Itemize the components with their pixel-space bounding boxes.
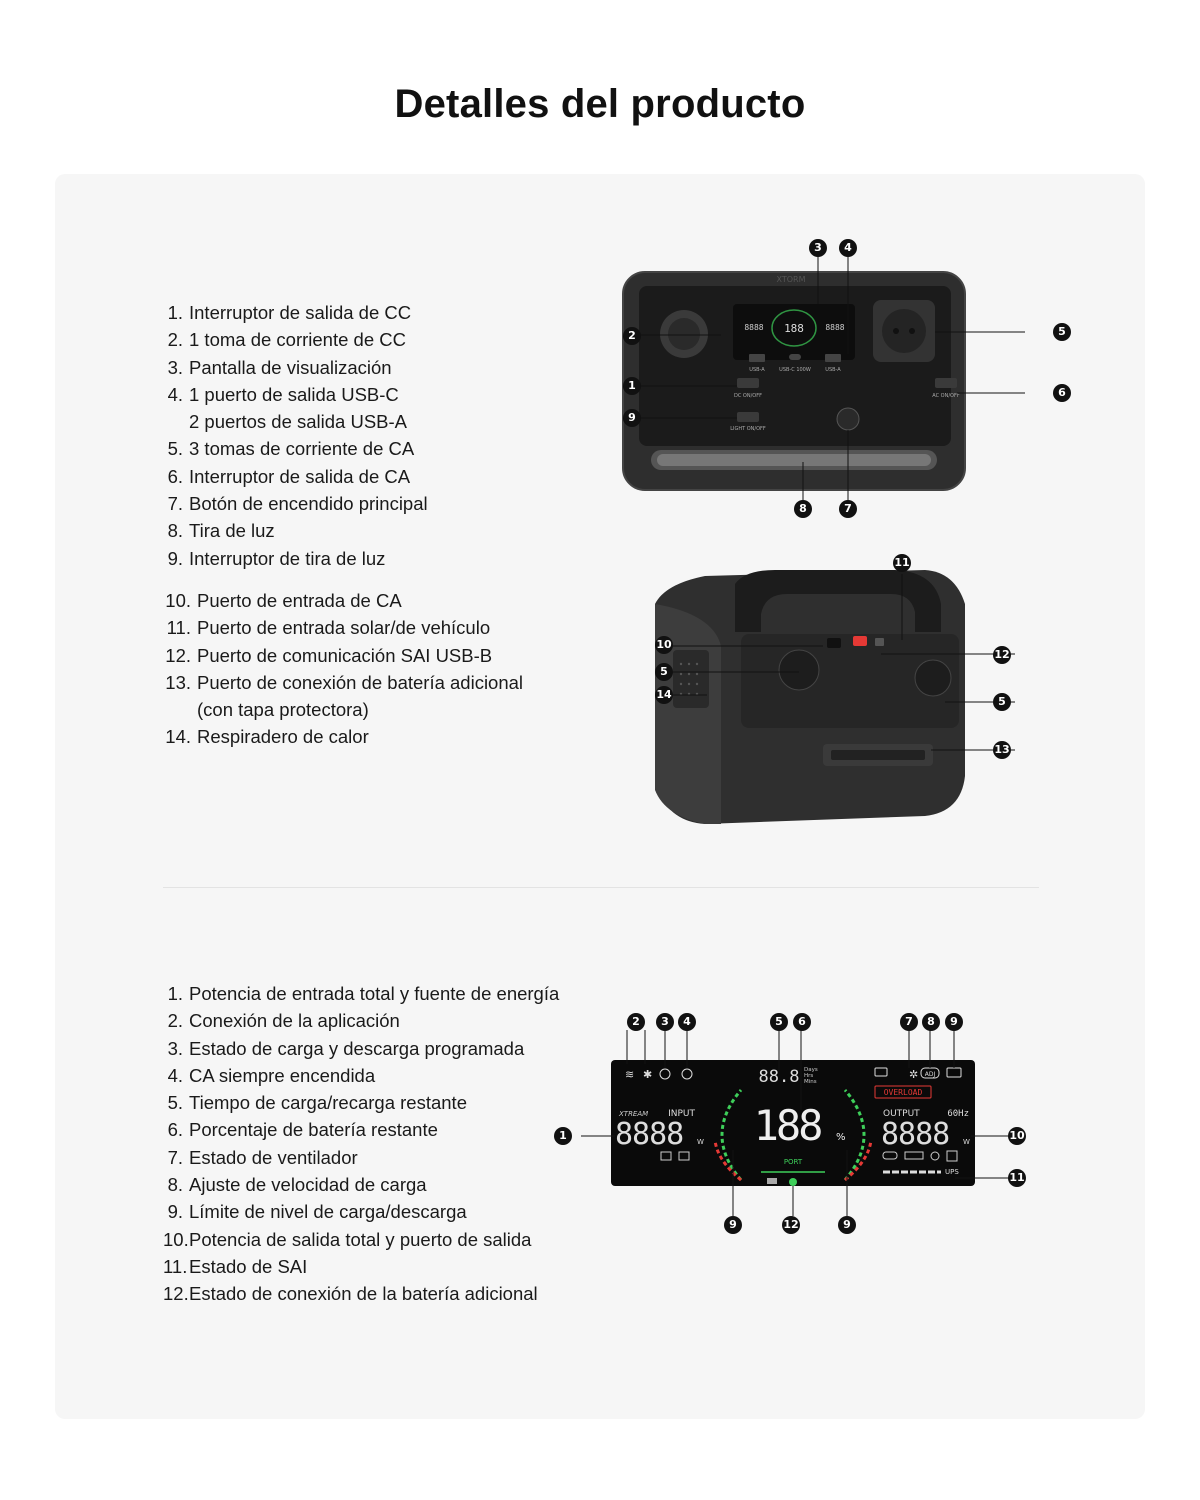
list-item-number: 12. bbox=[163, 1283, 189, 1305]
lcd-time-unit-mins: Mins bbox=[804, 1079, 817, 1085]
list-item-number: 6. bbox=[167, 465, 183, 487]
list-item-text: Puerto de entrada de CA bbox=[197, 590, 402, 611]
light-switch-label: LIGHT ON/OFF bbox=[730, 426, 766, 432]
list-item bbox=[163, 490, 428, 517]
lcd-ups-label: UPS bbox=[945, 1168, 959, 1176]
lcd-percent-value: 188 bbox=[753, 1101, 821, 1150]
lcd-time-unit-days: Days bbox=[804, 1067, 818, 1073]
list-item-number: 10. bbox=[165, 590, 191, 611]
list-item-number: 12. bbox=[165, 644, 191, 666]
display-feature-list bbox=[163, 980, 559, 1308]
list-item-text: Porcentaje de batería restante bbox=[189, 1119, 438, 1141]
lcd-input-label: INPUT bbox=[668, 1109, 695, 1119]
list-item-number: 5. bbox=[167, 438, 183, 460]
list-item-text: Ajuste de velocidad de carga bbox=[189, 1174, 427, 1196]
list-item-text: Estado de conexión de la batería adicional bbox=[189, 1283, 538, 1305]
lcd-overload: OVERLOAD bbox=[883, 1088, 923, 1097]
list-item-number: 11. bbox=[163, 1255, 188, 1277]
list-item-text: Límite de nivel de carga/descarga bbox=[189, 1201, 467, 1223]
list-item-number: 1. bbox=[167, 983, 183, 1004]
front-brand-label: XTORM bbox=[776, 275, 806, 284]
list-item bbox=[163, 517, 428, 544]
list-item-number: 4. bbox=[167, 1064, 183, 1086]
list-item-continuation: 2 puertos de salida USB-A bbox=[189, 411, 408, 433]
back-feature-list bbox=[163, 587, 523, 751]
callout-2: 2 bbox=[623, 327, 641, 345]
list-item bbox=[163, 1035, 559, 1062]
lcd-adj-label: ADJ bbox=[924, 1071, 936, 1078]
list-item-text: Puerto de entrada solar/de vehículo bbox=[197, 617, 491, 639]
callout-14: 14 bbox=[655, 686, 673, 704]
list-item-text: Potencia de entrada total y fuente de energía bbox=[189, 983, 560, 1004]
list-item bbox=[163, 1198, 559, 1225]
list-item-number: 13. bbox=[165, 671, 191, 693]
list-item-text: 1 toma de corriente de CC bbox=[189, 329, 406, 351]
svg-text:8888: 8888 bbox=[825, 323, 845, 332]
callout-7: 7 bbox=[839, 500, 857, 518]
list-item-number: 9. bbox=[167, 547, 183, 569]
usb-c-label: USB-C 100W bbox=[779, 367, 811, 373]
list-item-number: 1. bbox=[167, 302, 183, 323]
product-details-panel bbox=[55, 174, 1145, 1419]
list-item bbox=[163, 1089, 559, 1116]
list-item bbox=[163, 980, 559, 1007]
callout-1: 1 bbox=[623, 377, 641, 395]
lcd-callout-12: 12 bbox=[782, 1216, 800, 1234]
list-item-text: Tira de luz bbox=[189, 520, 275, 542]
list-item-number: 7. bbox=[167, 493, 183, 515]
lcd-time-unit-hrs: Hrs bbox=[804, 1073, 814, 1079]
list-item-text: Interruptor de tira de luz bbox=[189, 547, 386, 569]
lcd-output-unit: W bbox=[963, 1138, 970, 1146]
section-divider bbox=[163, 887, 1039, 888]
list-item-text: Conexión de la aplicación bbox=[189, 1010, 400, 1032]
lcd-callout-4: 4 bbox=[678, 1013, 696, 1031]
callout-6: 6 bbox=[1053, 384, 1071, 402]
list-item-number: 11. bbox=[166, 617, 191, 639]
list-item-continuation: (con tapa protectora) bbox=[197, 699, 369, 721]
callout-3: 3 bbox=[809, 239, 827, 257]
lcd-callout-9-top: 9 bbox=[945, 1013, 963, 1031]
list-item bbox=[163, 1062, 559, 1089]
lcd-callout-10: 10 bbox=[1008, 1127, 1026, 1145]
list-item-text: Puerto de conexión de batería adicional bbox=[197, 671, 524, 693]
callout-5: 5 bbox=[1053, 323, 1071, 341]
list-item-number: 3. bbox=[167, 1037, 183, 1059]
lcd-callout-9-left: 9 bbox=[724, 1216, 742, 1234]
list-item-text: Puerto de comunicación SAI USB-B bbox=[197, 644, 493, 666]
list-item bbox=[163, 1253, 559, 1280]
callout-4: 4 bbox=[839, 239, 857, 257]
lcd-brand: XTREAM bbox=[619, 1110, 649, 1118]
list-item-number: 5. bbox=[167, 1092, 183, 1114]
list-item-text: Potencia de salida total y puerto de salida bbox=[189, 1228, 532, 1250]
list-item-number: 8. bbox=[167, 1174, 183, 1196]
lcd-callout-11: 11 bbox=[1008, 1169, 1026, 1187]
svg-text:≋: ≋ bbox=[625, 1068, 635, 1081]
svg-text:✱: ✱ bbox=[643, 1068, 653, 1081]
list-item bbox=[163, 299, 428, 326]
lcd-callout-1: 1 bbox=[554, 1127, 572, 1145]
callout-8: 8 bbox=[794, 500, 812, 518]
dc-switch-label: DC ON/OFF bbox=[734, 393, 762, 399]
callout-9: 9 bbox=[623, 409, 641, 427]
list-item-text: Estado de carga y descarga programada bbox=[189, 1037, 525, 1059]
front-device-figure bbox=[555, 236, 1066, 526]
list-item-text: Estado de ventilador bbox=[189, 1146, 358, 1168]
callout-10: 10 bbox=[655, 636, 673, 654]
lcd-callout-8: 8 bbox=[922, 1013, 940, 1031]
list-item-number: 14. bbox=[165, 726, 191, 748]
list-item bbox=[163, 545, 428, 572]
callout-12: 12 bbox=[993, 646, 1011, 664]
lcd-callout-9-right: 9 bbox=[838, 1216, 856, 1234]
list-item bbox=[163, 326, 428, 353]
list-item-number: 10. bbox=[163, 1228, 189, 1250]
list-item bbox=[163, 1226, 559, 1253]
callout-13: 13 bbox=[993, 741, 1011, 759]
list-item bbox=[163, 642, 523, 669]
svg-text:✲: ✲ bbox=[909, 1068, 919, 1081]
ac-switch-label: AC ON/OFF bbox=[932, 393, 960, 399]
list-item-text: Interruptor de salida de CA bbox=[189, 465, 411, 487]
lcd-display-figure bbox=[553, 1010, 1033, 1240]
list-item-number: 2. bbox=[167, 329, 183, 351]
page-title: Detalles del producto bbox=[394, 82, 806, 126]
lcd-freq: 60Hz bbox=[947, 1109, 969, 1119]
svg-text:8888: 8888 bbox=[744, 323, 764, 332]
back-device-figure bbox=[595, 554, 1015, 834]
lcd-callout-6: 6 bbox=[793, 1013, 811, 1031]
list-item-number: 8. bbox=[167, 520, 183, 542]
lcd-input-unit: W bbox=[697, 1138, 704, 1146]
list-item-number: 6. bbox=[167, 1119, 183, 1141]
list-item-text: Pantalla de visualización bbox=[189, 356, 392, 378]
usb-a-right-label: USB-A bbox=[825, 367, 841, 373]
list-item bbox=[163, 1280, 559, 1307]
list-item-text: Respiradero de calor bbox=[197, 726, 369, 748]
lcd-callout-3: 3 bbox=[656, 1013, 674, 1031]
list-item bbox=[163, 1116, 559, 1143]
lcd-callout-7: 7 bbox=[900, 1013, 918, 1031]
list-item bbox=[163, 723, 523, 750]
lcd-time-value: 88.8 bbox=[758, 1067, 800, 1087]
list-item-number: 9. bbox=[167, 1201, 183, 1223]
list-item-text: 3 tomas de corriente de CA bbox=[189, 438, 415, 460]
svg-text:188: 188 bbox=[784, 322, 804, 335]
lcd-display-image bbox=[553, 1010, 1033, 1240]
callout-5-right: 5 bbox=[993, 693, 1011, 711]
front-feature-list bbox=[163, 299, 428, 572]
list-item bbox=[163, 463, 428, 490]
lcd-output-value: 8888 bbox=[881, 1117, 950, 1152]
list-item-text: Estado de SAI bbox=[189, 1255, 308, 1277]
usb-a-left-label: USB-A bbox=[749, 367, 765, 373]
list-item-text: 1 puerto de salida USB-C bbox=[189, 383, 399, 405]
list-item bbox=[163, 1171, 559, 1198]
lcd-output-label: OUTPUT bbox=[883, 1109, 920, 1119]
lcd-percent-unit: % bbox=[836, 1132, 846, 1143]
list-item bbox=[163, 614, 523, 641]
list-item bbox=[163, 587, 523, 614]
callout-5-left: 5 bbox=[655, 663, 673, 681]
lcd-input-value: 8888 bbox=[615, 1117, 684, 1152]
list-item-text: Interruptor de salida de CC bbox=[189, 302, 412, 323]
list-item-number: 3. bbox=[167, 356, 183, 378]
lcd-port-label: PORT bbox=[783, 1158, 803, 1166]
list-item-text: Tiempo de carga/recarga restante bbox=[189, 1092, 467, 1114]
list-item-number: 2. bbox=[167, 1010, 183, 1032]
list-item bbox=[163, 669, 523, 696]
list-item-text: Botón de encendido principal bbox=[189, 493, 428, 515]
list-item-number: 7. bbox=[167, 1146, 183, 1168]
list-item bbox=[163, 435, 428, 462]
list-item-text: CA siempre encendida bbox=[189, 1064, 376, 1086]
list-item-number: 4. bbox=[167, 383, 183, 405]
lcd-callout-2: 2 bbox=[627, 1013, 645, 1031]
list-item bbox=[163, 1007, 559, 1034]
callout-11: 11 bbox=[893, 554, 911, 572]
list-item bbox=[163, 354, 428, 381]
list-item bbox=[163, 1144, 559, 1171]
lcd-callout-5: 5 bbox=[770, 1013, 788, 1031]
list-item bbox=[163, 381, 428, 408]
